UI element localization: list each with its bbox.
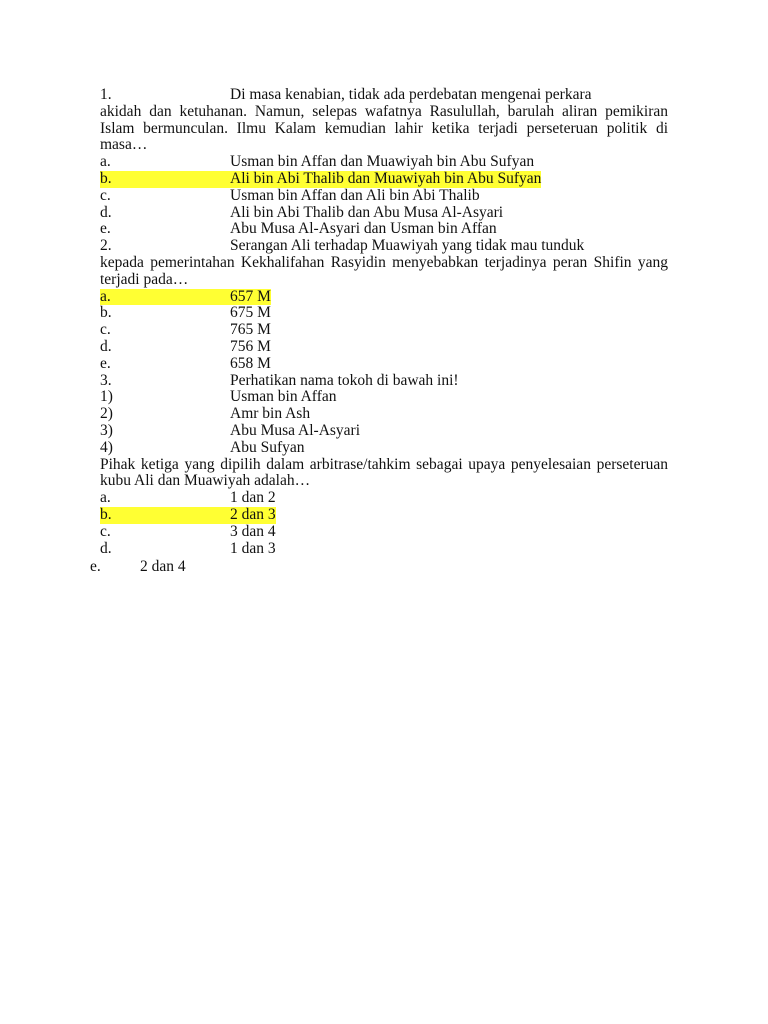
option-label: a. — [100, 489, 111, 507]
option-label: b. — [100, 304, 112, 322]
option-label: d. — [100, 203, 112, 221]
option-text: 756 M — [230, 337, 271, 355]
option-text: 765 M — [230, 321, 271, 339]
q2-option-d — [100, 339, 668, 356]
question-3-header — [100, 373, 668, 390]
figure-text: Usman bin Affan — [230, 388, 337, 406]
highlighted-answer — [100, 171, 541, 188]
option-label: e. — [100, 354, 111, 372]
option-text: Abu Musa Al-Asyari dan Usman bin Affan — [230, 220, 497, 238]
option-text: 2 dan 3 — [230, 505, 276, 523]
option-text: 675 M — [230, 304, 271, 322]
question-2-first-line: Serangan Ali terhadap Muawiyah yang tidak mau tunduk — [230, 237, 585, 255]
figure-label: 3) — [100, 421, 113, 439]
option-text: Ali bin Abi Thalib dan Abu Musa Al-Asyari — [230, 203, 504, 221]
q1-option-b — [100, 171, 668, 188]
option-text: Usman bin Affan dan Muawiyah bin Abu Sufyan — [230, 153, 535, 171]
option-text: 2 dan 4 — [140, 558, 186, 575]
option-text: 658 M — [230, 354, 271, 372]
option-label: a. — [100, 153, 111, 171]
option-text: 657 M — [230, 287, 271, 305]
q3-option-c — [100, 524, 668, 541]
question-2-number: 2. — [100, 237, 112, 255]
option-label: b. — [100, 169, 112, 187]
option-label: e. — [100, 220, 111, 238]
q3-figure-2 — [100, 406, 668, 423]
figure-text: Abu Musa Al-Asyari — [230, 421, 361, 439]
question-1-number: 1. — [100, 86, 112, 103]
q1-option-c — [100, 188, 668, 205]
option-text: Ali bin Abi Thalib dan Muawiyah bin Abu Sufyan — [230, 169, 542, 187]
question-2-header — [100, 238, 668, 255]
option-text: 3 dan 4 — [230, 522, 276, 540]
option-label: c. — [100, 321, 111, 339]
q3-option-b — [100, 507, 668, 524]
q3-option-d — [100, 541, 668, 558]
option-text: 1 dan 3 — [230, 539, 276, 557]
option-label: d. — [100, 539, 112, 557]
question-1-first-line: Di masa kenabian, tidak ada perdebatan mengenai perkara — [230, 86, 592, 103]
figure-label: 1) — [100, 388, 113, 406]
question-1-continuation: akidah dan ketuhanan. Namun, selepas wafatnya Rasulullah, barulah aliran pemikiran Islam bermunculan. Ilmu Kalam kemudian lahir ketika terjadi perseteruan politik di masa… — [100, 102, 668, 154]
q2-option-e — [100, 356, 668, 373]
q2-option-c — [100, 322, 668, 339]
option-label: c. — [100, 186, 111, 204]
quiz-document — [100, 87, 668, 557]
highlighted-answer — [100, 507, 276, 524]
q2-option-b — [100, 305, 668, 322]
q3-figure-3 — [100, 423, 668, 440]
q3-figure-4 — [100, 440, 668, 457]
question-3-first-line: Perhatikan nama tokoh di bawah ini! — [230, 371, 459, 389]
option-text: Usman bin Affan dan Ali bin Abi Thalib — [230, 186, 480, 204]
figure-label: 4) — [100, 438, 113, 456]
question-3-prompt: Pihak ketiga yang dipilih dalam arbitrase/tahkim sebagai upaya penyelesaian perseteruan kubu Ali dan Muawiyah adalah… — [100, 455, 668, 490]
option-text: 1 dan 2 — [230, 489, 276, 507]
option-label: b. — [100, 505, 112, 523]
question-3-number: 3. — [100, 371, 112, 389]
option-label: e. — [90, 558, 101, 575]
option-label: d. — [100, 337, 112, 355]
q1-option-d — [100, 205, 668, 222]
q1-option-e — [100, 221, 668, 238]
figure-text: Amr bin Ash — [230, 405, 311, 423]
q2-option-a — [100, 289, 668, 306]
option-label: c. — [100, 522, 111, 540]
q3-figure-1 — [100, 389, 668, 406]
q1-option-a — [100, 154, 668, 171]
highlighted-answer — [100, 289, 271, 306]
q3-option-e — [90, 559, 186, 576]
question-2-continuation: kepada pemerintahan Kekhalifahan Rasyidin menyebabkan terjadinya peran Shifin yang terjadi pada… — [100, 253, 668, 288]
question-1-header — [100, 87, 668, 104]
figure-label: 2) — [100, 405, 113, 423]
q3-option-a — [100, 490, 668, 507]
figure-text: Abu Sufyan — [230, 438, 305, 456]
option-label: a. — [100, 287, 111, 305]
